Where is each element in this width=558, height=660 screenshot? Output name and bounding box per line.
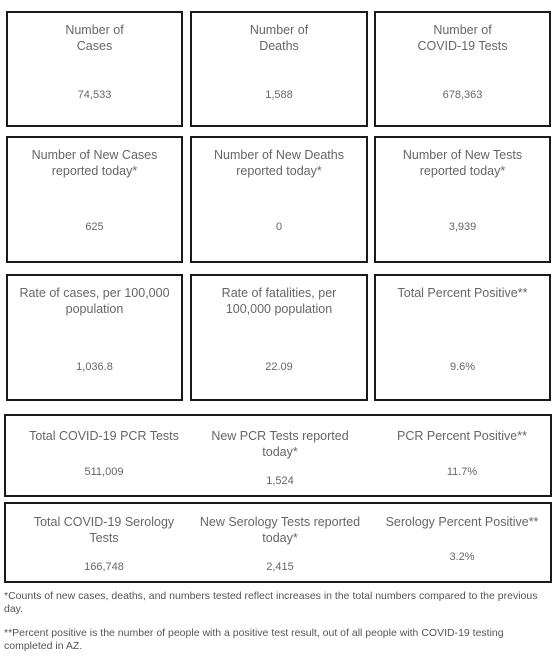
pcr-total-label: Total COVID-19 PCR Tests xyxy=(29,429,179,443)
case-rate-card xyxy=(6,274,183,401)
serology-percent-label: Serology Percent Positive** xyxy=(385,515,539,529)
fatality-rate-card xyxy=(190,274,368,401)
new-deaths-card xyxy=(190,136,368,263)
pcr-new-label: New PCR Tests reported today* xyxy=(211,429,349,459)
deaths-card xyxy=(190,11,368,127)
new-tests-card xyxy=(374,136,551,263)
footnote-new-counts: *Counts of new cases, deaths, and numbers tested reflect increases in the total numbers compared to the previous day. xyxy=(4,590,538,615)
case-rate-value: 1,036.8 xyxy=(76,361,113,373)
pcr-new-column xyxy=(190,416,370,495)
footnote-percent-positive: **Percent positive is the number of people with a positive test result, out of all people with COVID-19 testing completed in AZ. xyxy=(4,627,504,652)
tests-label: Number of COVID-19 Tests xyxy=(417,23,508,53)
tests-value: 678,363 xyxy=(442,89,483,101)
cases-label: Number of Cases xyxy=(65,23,124,53)
serology-new-value: 2,415 xyxy=(266,561,294,573)
percent-positive-value: 9.6% xyxy=(449,361,476,373)
pcr-percent-value: 11.7% xyxy=(446,466,478,478)
pcr-card xyxy=(4,414,552,497)
serology-total-column xyxy=(14,504,194,581)
cases-value: 74,533 xyxy=(77,89,112,101)
percent-positive-card xyxy=(374,274,551,401)
pcr-percent-label: PCR Percent Positive** xyxy=(397,429,527,443)
percent-positive-label: Total Percent Positive** xyxy=(397,286,528,300)
serology-new-column xyxy=(190,504,370,581)
serology-percent-column xyxy=(372,504,552,581)
new-tests-value: 3,939 xyxy=(448,221,477,233)
new-cases-card xyxy=(6,136,183,263)
fatality-rate-value: 22.09 xyxy=(265,361,293,373)
new-cases-value: 625 xyxy=(85,221,104,233)
serology-new-label: New Serology Tests reported today* xyxy=(199,515,361,545)
serology-percent-value: 3.2% xyxy=(449,551,475,563)
new-deaths-value: 0 xyxy=(275,221,283,233)
serology-total-label: Total COVID-19 Serology Tests xyxy=(33,515,175,545)
serology-total-value: 166,748 xyxy=(84,561,124,573)
fatality-rate-label: Rate of fatalities, per 100,000 population xyxy=(221,286,337,316)
new-tests-label: Number of New Tests reported today* xyxy=(402,148,523,178)
pcr-percent-column xyxy=(372,416,552,495)
tests-card xyxy=(374,11,551,127)
new-cases-label: Number of New Cases reported today* xyxy=(31,148,158,178)
deaths-value: 1,588 xyxy=(265,89,293,101)
case-rate-label: Rate of cases, per 100,000 population xyxy=(19,286,170,316)
new-deaths-label: Number of New Deaths reported today* xyxy=(214,148,344,178)
pcr-new-value: 1,524 xyxy=(266,475,294,487)
cases-card xyxy=(6,11,183,127)
pcr-total-column xyxy=(14,416,194,495)
pcr-total-value: 511,009 xyxy=(84,466,124,478)
serology-card xyxy=(4,502,552,583)
deaths-label: Number of Deaths xyxy=(249,23,309,53)
